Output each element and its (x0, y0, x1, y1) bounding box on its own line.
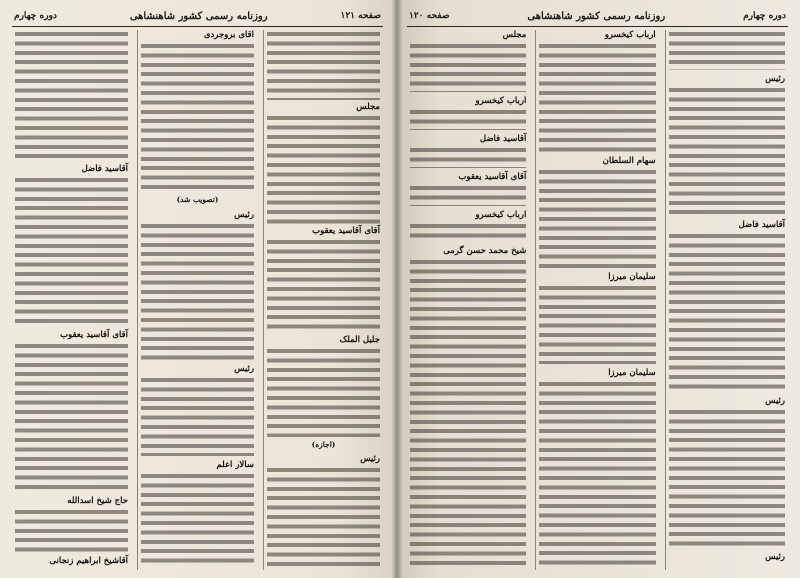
right-col-1 (665, 30, 788, 570)
speaker-label: آقاسید فاضل (81, 164, 128, 174)
right-page-number: صفحه ۱۲۰ (409, 11, 450, 21)
left-page-title: روزنامه رسمی کشور شاهنشاهی (129, 10, 268, 22)
speaker-label: رئیس (234, 364, 254, 374)
speaker-label: مجلس (356, 102, 380, 112)
speaker-label: حاج شیخ اسدالله (67, 496, 128, 506)
right-col-2 (535, 30, 658, 570)
text-block (669, 232, 785, 392)
right-page-columns (407, 30, 788, 570)
text-block (15, 176, 128, 326)
left-page-header (14, 8, 381, 24)
text-block (410, 258, 526, 568)
text-block (410, 42, 526, 92)
text-block (141, 222, 254, 362)
text-block (410, 108, 526, 130)
speaker-label: سهام السلطان (602, 156, 656, 166)
text-block (15, 342, 128, 492)
left-page-number: صفحه ۱۲۱ (340, 11, 381, 21)
speaker-label: آقای آقاسید یعقوب (312, 226, 380, 236)
right-page-title: روزنامه رسمی کشور شاهنشاهی (527, 10, 666, 22)
speaker-label: آقاشیخ ابراهیم زنجانی (49, 556, 128, 566)
vote-result: (اجازه) (311, 440, 336, 449)
speaker-label: رئیس (765, 74, 785, 84)
text-block (15, 30, 128, 160)
text-block (267, 466, 380, 566)
speaker-label: رئیس (360, 454, 380, 464)
text-block (539, 284, 655, 364)
speaker-label: رئیس (765, 552, 785, 562)
text-block (539, 168, 655, 268)
vote-result: (تصویب شد) (176, 195, 219, 204)
speaker-label: آقاسید فاضل (738, 220, 785, 230)
speaker-label: مجلس (502, 30, 527, 40)
speaker-label: ارباب کیخسرو (604, 30, 656, 40)
text-block (669, 408, 785, 548)
text-block (141, 472, 254, 567)
speaker-label: سلیمان میرزا (608, 272, 656, 282)
text-block (669, 30, 785, 70)
text-block (141, 376, 254, 456)
left-header-rule (12, 26, 383, 27)
text-block (267, 30, 380, 100)
text-block (410, 222, 526, 242)
speaker-label: آقاسید فاضل (479, 134, 527, 144)
speaker-label: آقای آقاسید یعقوب (60, 330, 128, 340)
left-col-1 (263, 30, 383, 570)
speaker-label: جلیل الملک (339, 335, 380, 345)
text-block (267, 114, 380, 224)
left-page (0, 0, 395, 578)
right-page (395, 0, 800, 578)
speaker-label: آقای آقاسید یعقوب (458, 172, 527, 182)
text-block (669, 86, 785, 216)
speaker-label: ارباب کیخسرو (475, 210, 527, 220)
text-block (539, 380, 655, 565)
book-gutter (392, 0, 402, 578)
text-block (539, 42, 655, 152)
text-block (410, 184, 526, 206)
right-page-header (409, 8, 786, 24)
left-page-columns (12, 30, 383, 570)
speaker-label: سالار اعلم (216, 460, 254, 470)
left-page-period: دوره چهارم (14, 11, 57, 21)
speaker-label: ارباب کیخسرو (475, 96, 527, 106)
left-col-2 (137, 30, 257, 570)
right-page-period: دوره چهارم (743, 11, 786, 21)
speaker-label: شیخ محمد حسن گرمی (443, 246, 527, 256)
speaker-label: رئیس (234, 210, 254, 220)
speaker-label: سلیمان میرزا (608, 368, 656, 378)
text-block (267, 347, 380, 437)
text-block (410, 146, 526, 168)
right-header-rule (407, 26, 788, 27)
speaker-label: رئیس (765, 396, 785, 406)
text-block (15, 508, 128, 553)
left-col-3 (12, 30, 131, 570)
text-block (267, 238, 380, 333)
right-col-3 (407, 30, 529, 570)
speaker-label: آقای بروجردی (203, 30, 254, 40)
text-block (141, 42, 254, 192)
